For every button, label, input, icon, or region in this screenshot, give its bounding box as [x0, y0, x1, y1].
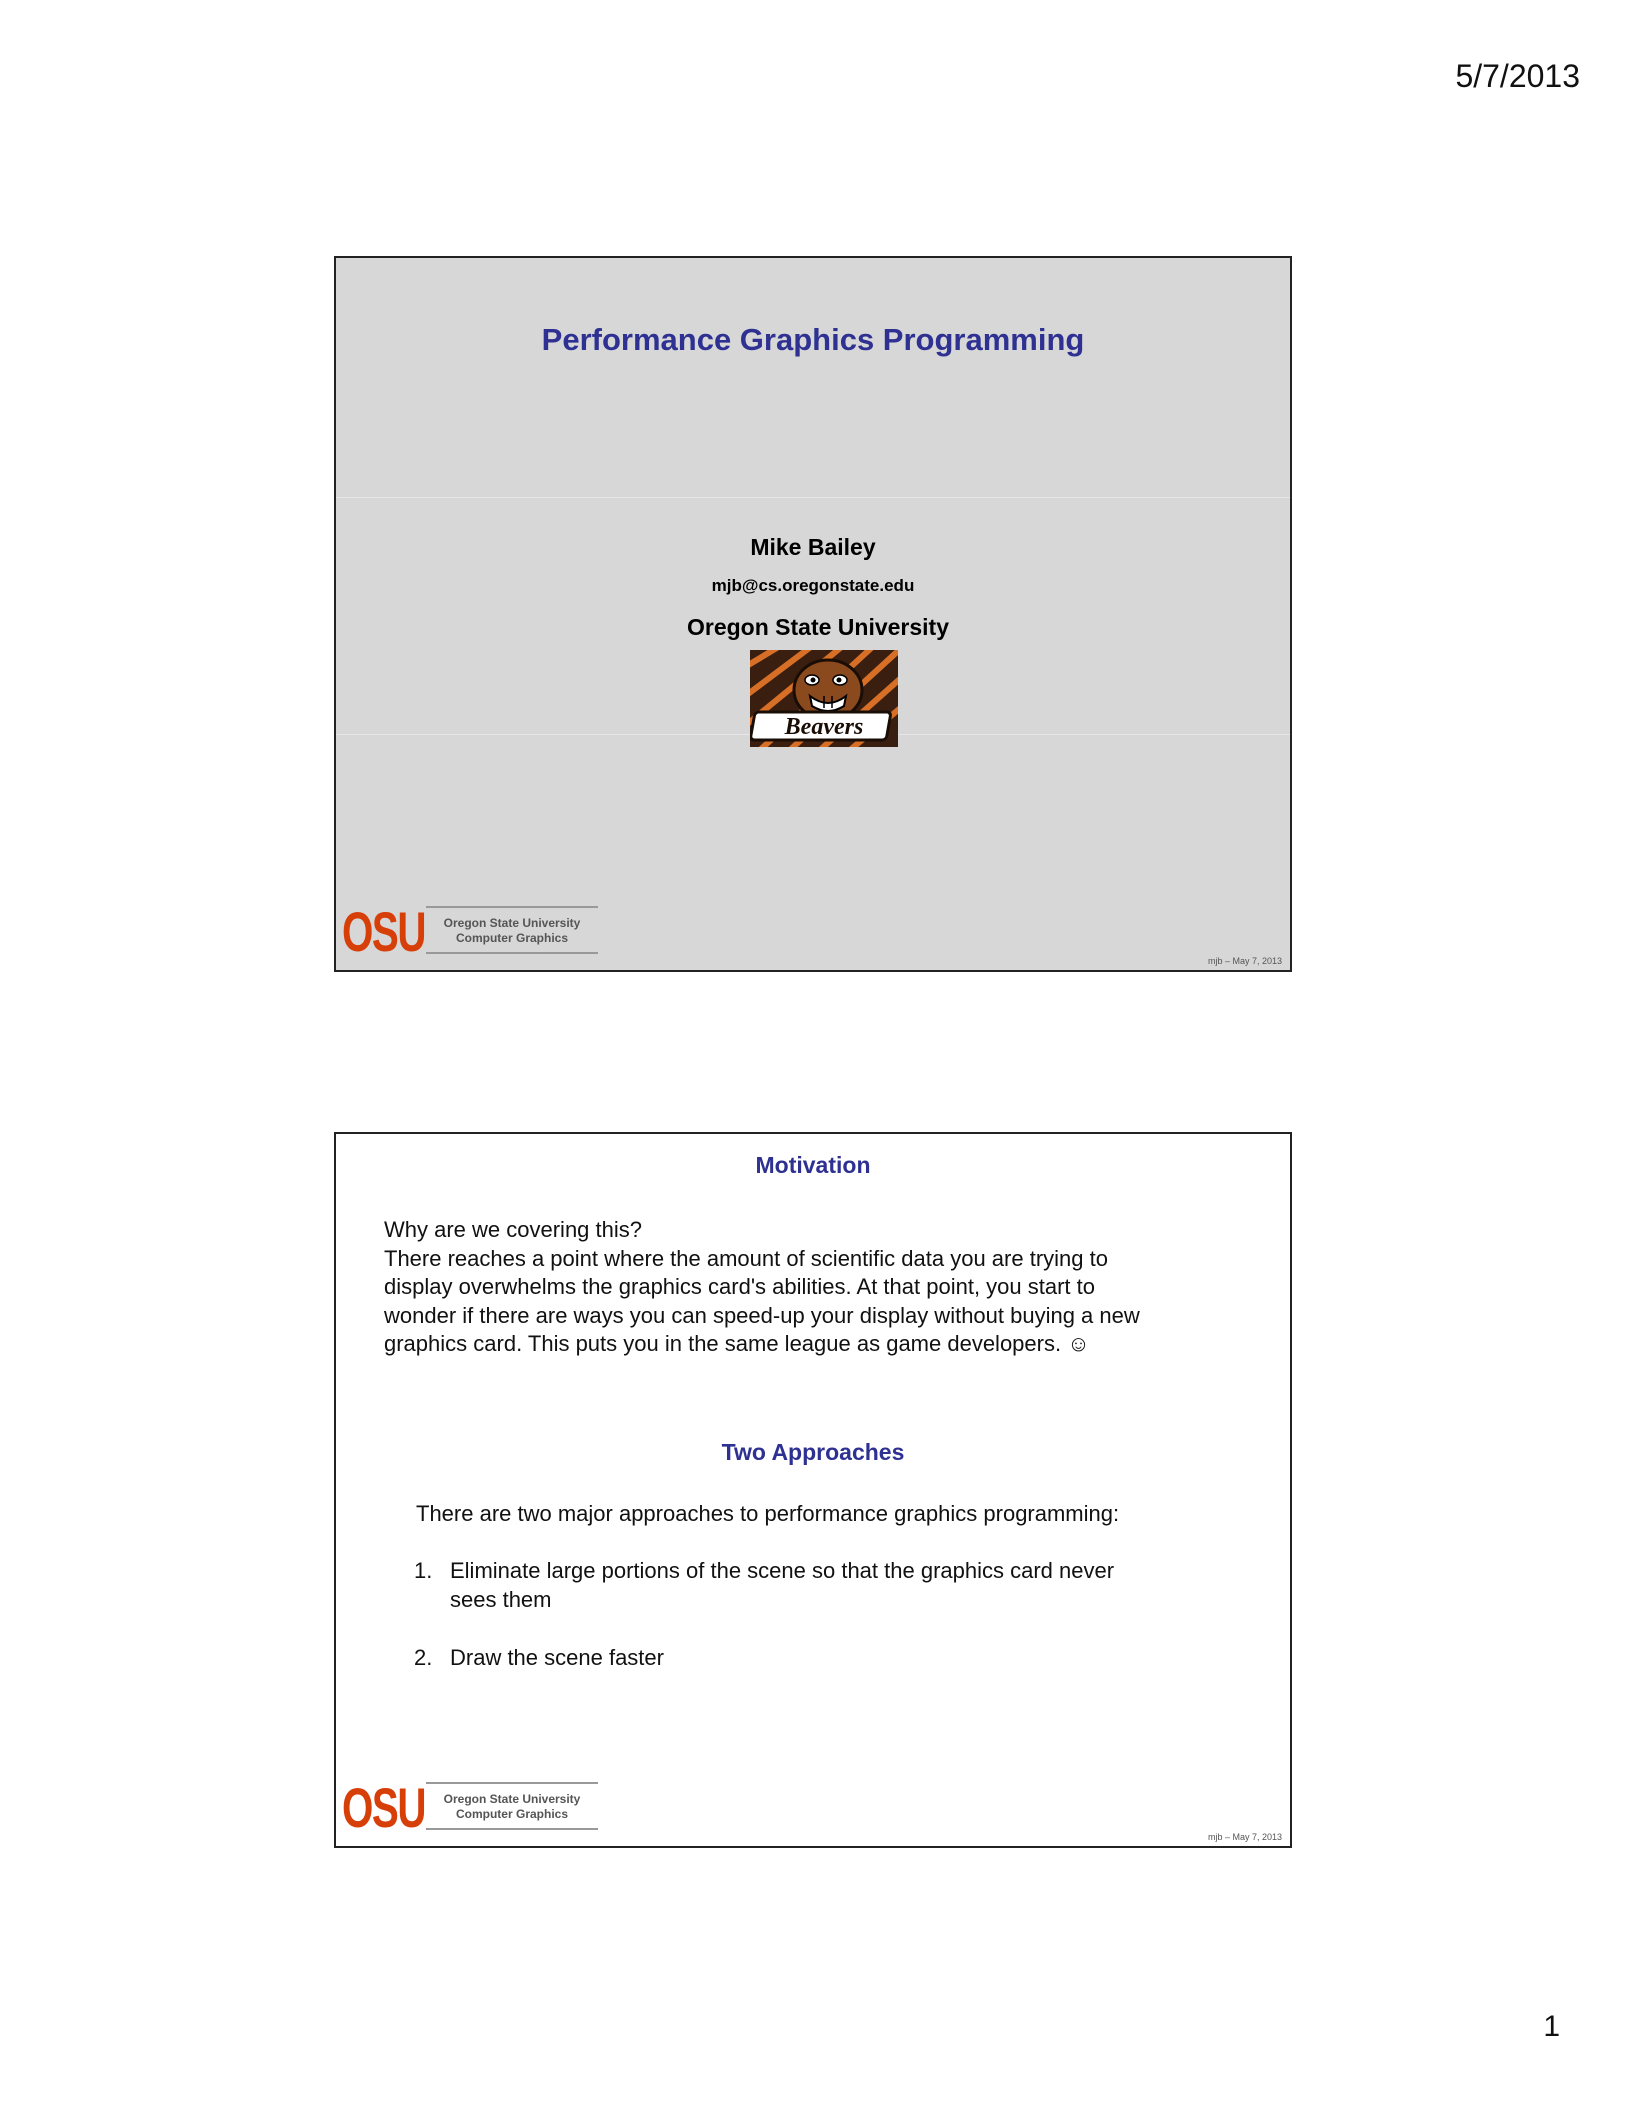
list-item-line: sees them	[450, 1587, 552, 1612]
footer-department: Computer Graphics	[455, 931, 569, 945]
svg-text:Beavers: Beavers	[784, 714, 864, 740]
paragraph-line: Why are we covering this?	[384, 1217, 642, 1242]
list-item-line: Eliminate large portions of the scene so that the graphics card never	[450, 1558, 1115, 1583]
page-date: 5/7/2013	[1455, 58, 1580, 94]
list-item-line: Draw the scene faster	[450, 1645, 664, 1670]
paragraph-line: display overwhelms the graphics card's abilities. At that point, you start to	[384, 1274, 1095, 1299]
footer-rule	[426, 1828, 598, 1830]
footer-rule	[426, 906, 598, 908]
heading-two-approaches: Two Approaches	[721, 1439, 905, 1465]
footer-date: mjb – May 7, 2013	[1207, 1832, 1282, 1842]
approaches-intro: There are two major approaches to performance graphics programming:	[416, 1501, 1120, 1526]
heading-motivation: Motivation	[755, 1152, 871, 1178]
slide-title-text: Performance Graphics Programming	[541, 322, 1085, 357]
osu-mark-icon: OSU	[342, 1776, 426, 1839]
footer-university: Oregon State University	[443, 1792, 581, 1806]
beavers-logo-icon	[750, 650, 898, 747]
page-number: 1	[1543, 2010, 1560, 2043]
slide-motivation	[334, 1132, 1292, 1848]
slide-band-divider	[336, 497, 1290, 498]
paragraph-line: wonder if there are ways you can speed-up your display without buying a new	[384, 1302, 1140, 1328]
list-item-number: 1.	[414, 1558, 433, 1583]
footer-rule	[426, 952, 598, 954]
footer-department: Computer Graphics	[455, 1807, 569, 1821]
list-item-text	[450, 1643, 1210, 1672]
footer-rule	[426, 1782, 598, 1784]
footer-university: Oregon State University	[443, 916, 581, 930]
slide-title	[334, 256, 1292, 972]
university-name: Oregon State University	[686, 614, 950, 640]
list-item-number: 2.	[414, 1645, 433, 1670]
osu-mark-icon: OSU	[342, 900, 426, 963]
list-item-text	[450, 1556, 1210, 1614]
motivation-paragraph	[384, 1216, 1244, 1359]
paragraph-line: graphics card. This puts you in the same league as game developers. ☺	[384, 1331, 1090, 1356]
author-email: mjb@cs.oregonstate.edu	[711, 576, 915, 595]
paragraph-line: There reaches a point where the amount of scientific data you are trying to	[384, 1245, 1108, 1271]
osu-footer-logo	[342, 1778, 602, 1840]
osu-footer-logo	[342, 902, 602, 964]
footer-date: mjb – May 7, 2013	[1207, 956, 1282, 966]
author-name: Mike Bailey	[750, 534, 876, 560]
